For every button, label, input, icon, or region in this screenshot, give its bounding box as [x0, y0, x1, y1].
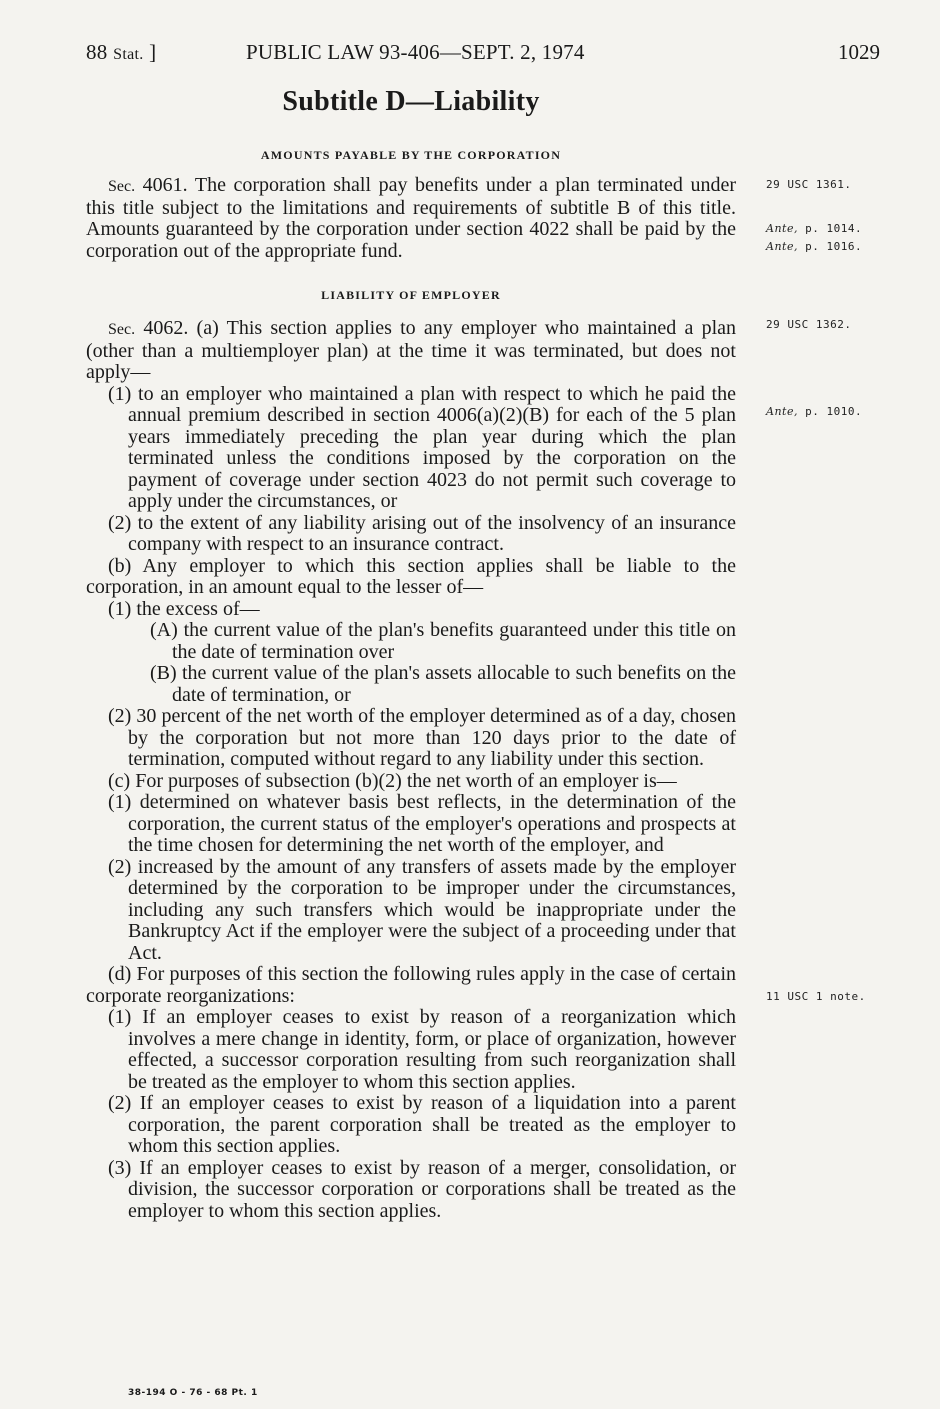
margin-note-ante-1016: Ante, p. 1016. — [766, 240, 863, 253]
section-4062-intro: Sec. 4062. (a) This section applies to any employer who maintained a plan (other than a multiemployer plan) at the time it was terminated, but does not apply— — [86, 317, 736, 383]
subtitle-heading: Subtitle D—Liability — [282, 86, 540, 117]
print-code-footer: 38-194 O - 76 - 68 Pt. 1 — [128, 1388, 258, 1398]
paragraph-b1: (1) the excess of— — [108, 597, 260, 620]
section-label: Sec. — [108, 321, 136, 338]
paragraph-a2: (2) to the extent of any liability arising out of the insolvency of an insurance company with respect to an insurance contract. — [108, 511, 736, 555]
page-number: 1029 — [838, 40, 880, 64]
statute-reference: 88 Stat. ] — [86, 40, 157, 64]
margin-note-ante-1014: Ante, p. 1014. — [766, 222, 863, 235]
section-heading-amounts: AMOUNTS PAYABLE BY THE CORPORATION — [260, 148, 562, 162]
section-heading-liability: LIABILITY OF EMPLOYER — [321, 288, 501, 302]
paragraph-c1: (1) determined on whatever basis best reflects, in the determination of the corporation, the current status of the employer's operations and prospects at the time chosen for determining the net worth of the employer, and — [108, 791, 736, 856]
section-4062 — [86, 318, 736, 1222]
section-4061-text: Sec. 4061. The corporation shall pay benefits under a plan terminated under this title subject to the limitations and requirements of subtitle B of this title. Amounts guaranteed by the corporation under section 4022 shall be paid by the corporation out of the appropriate fund. — [86, 174, 736, 262]
margin-note-usc-1362: 29 USC 1362. — [766, 318, 852, 331]
paragraph-d1: (1) If an employer ceases to exist by reason of a reorganization which involves a mere change in identity, form, or place of organization, however effected, a successor corporation resulting from such reorganization shall be treated as the employer to whom this section applies. — [108, 1006, 736, 1093]
subsection-c: (c) For purposes of subsection (b)(2) the net worth of an employer is— — [108, 769, 677, 792]
margin-note-ante-1010: Ante, p. 1010. — [766, 405, 863, 418]
paragraph-d3: (3) If an employer ceases to exist by reason of a merger, consolidation, or division, the successor corporation or corporations shall be treated as the employer to whom this section applies. — [108, 1156, 736, 1222]
section-4061 — [86, 175, 736, 262]
paragraph-d2: (2) If an employer ceases to exist by reason of a liquidation into a parent corporation, the parent corporation shall be treated as the employer to whom this section applies. — [108, 1092, 736, 1157]
subsection-b: (b) Any employer to which this section applies shall be liable to the corporation, in an amount equal to the lesser of— — [86, 554, 736, 598]
paragraph-c2: (2) increased by the amount of any transfers of assets made by the employer determined by the corporation to be improper under the circumstances, including any such transfers which would be inappropriate under the Bankruptcy Act if the employer were the subject of a proceeding under that Act. — [108, 855, 736, 964]
subsection-d: (d) For purposes of this section the following rules apply in the case of certain corporate reorganizations: — [86, 963, 736, 1007]
running-header — [86, 40, 880, 70]
paragraph-b2: (2) 30 percent of the net worth of the employer determined as of a day, chosen by the corporation but not more than 120 days prior to the date of termination, computed without regard to any liability under this section. — [108, 705, 736, 770]
subparagraph-b1a: (A) the current value of the plan's benefits guaranteed under this title on the date of termination over — [150, 619, 736, 663]
margin-note-usc-11: 11 USC 1 note. — [766, 990, 866, 1003]
paragraph-a1: (1) to an employer who maintained a plan with respect to which he paid the annual premium described in section 4006(a)(2)(B) for each of the 5 plan years immediately preceding the plan year during which the plan terminated unless the conditions imposed by the corporation on the payment of coverage under section 4023 do not permit such coverage to apply under the circumstances, or — [108, 382, 736, 512]
margin-note-usc-1361: 29 USC 1361. — [766, 178, 852, 191]
section-label: Sec. — [108, 178, 136, 195]
subparagraph-b1b: (B) the current value of the plan's assets allocable to such benefits on the date of termination, or — [150, 662, 736, 706]
public-law-title: PUBLIC LAW 93-406—SEPT. 2, 1974 — [246, 40, 585, 64]
